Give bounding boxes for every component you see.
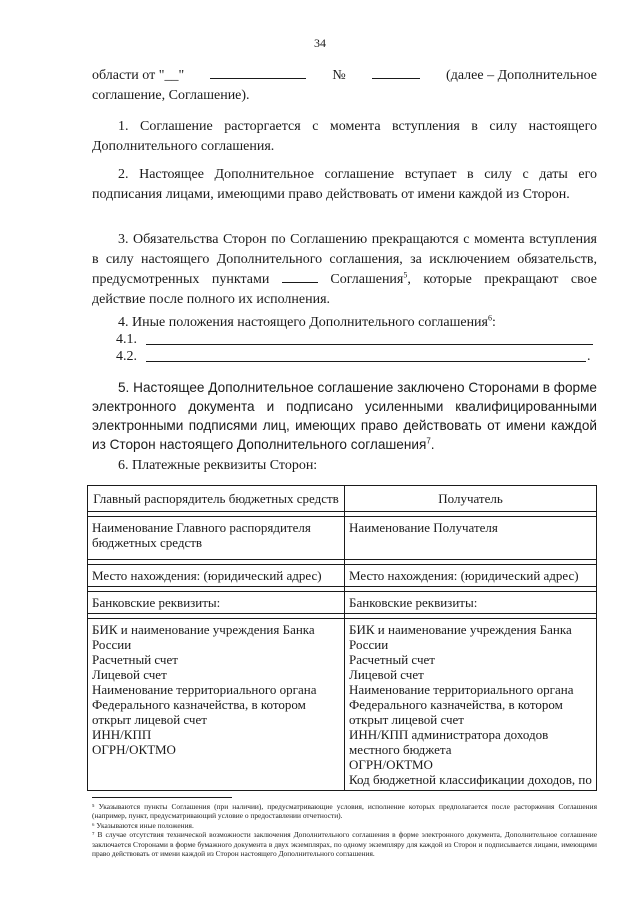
item-3 xyxy=(92,230,597,310)
item-3-text-b: Соглашения xyxy=(330,272,404,287)
item-6: 6. Платежные реквизиты Сторон: xyxy=(118,458,318,473)
item-1: 1. Соглашение расторгается с момента вступления в силу настоящего Дополнительного соглашения. xyxy=(92,119,597,154)
footnote-5: ⁵ Указываются пункты Соглашения (при наличии), предусматривающие условия, исполнение которых предполагается после расторжения Соглашения (например, пункт, предусматривающий условие о предоставлении отчетности). xyxy=(92,802,597,821)
address-left: Место нахождения: (юридический адрес) xyxy=(88,565,345,587)
address-right: Место нахождения: (юридический адрес) xyxy=(345,565,597,587)
item-5-text: 5. Настоящее Дополнительное соглашение заключено Сторонами в форме электронного документа и подписано усиленными квалифицированными электронными подписями лиц, имеющих право действовать от имени каждой из Сторон настоящего Дополнительного соглашения xyxy=(92,380,597,452)
footnote-ref-6: 6 xyxy=(488,313,492,323)
bank-right: Банковские реквизиты: xyxy=(345,592,597,614)
bank-left: Банковские реквизиты: xyxy=(88,592,345,614)
item-4-1-line xyxy=(146,344,593,345)
details-left: БИК и наименование учреждения Банка России Расчетный счет Лицевой счет Наименование территориального органа Федерального казначейства, в котором открыт лицевой счет ИНН/КПП ОГРН/ОКТМО xyxy=(88,619,345,791)
item-4-2-line xyxy=(146,361,586,362)
blank-number xyxy=(372,66,420,79)
details-right: БИК и наименование учреждения Банка России Расчетный счет Лицевой счет Наименование территориального органа Федерального казначейства, в котором открыт лицевой счет ИНН/КПП администратора доходов местного бюджета ОГРН/ОКТМО Код бюджетной классификации доходов, по xyxy=(345,619,597,791)
intro-paragraph xyxy=(92,66,597,106)
header-recipient: Получатель xyxy=(345,486,597,512)
header-chief-manager: Главный распорядитель бюджетных средств xyxy=(88,486,345,512)
item-4-colon: : xyxy=(492,315,496,330)
blank-date xyxy=(210,66,306,79)
item-5 xyxy=(92,378,597,454)
name-left: Наименование Главного распорядителя бюджетных средств xyxy=(88,517,345,560)
item-5-period: . xyxy=(430,437,435,452)
item-4-2-label: 4.2. xyxy=(116,349,137,364)
item-4-text: 4. Иные положения настоящего Дополнительного соглашения xyxy=(118,315,488,330)
intro-text-1: области от "__" xyxy=(92,68,185,83)
item-3-text-c: , которые прекращают свое действие после полного их исполнения. xyxy=(92,272,598,307)
item-2: 2. Настоящее Дополнительное соглашение вступает в силу с даты его подписания лицами, имеющими право действовать от имени каждой из Сторон. xyxy=(92,167,597,202)
intro-text-2: № xyxy=(332,68,346,83)
item-4-1-label: 4.1. xyxy=(116,332,137,347)
item-3-text-a: 3. Обязательства Сторон по Соглашению прекращаются с момента вступления в силу настоящего Дополнительного соглашения, за исключением обязательств, предусмотренных пунктами xyxy=(92,232,597,287)
payment-details-table xyxy=(87,485,597,791)
item-4-2-period: . xyxy=(587,349,591,364)
footnote-separator xyxy=(92,797,232,798)
page-number: 34 xyxy=(314,36,326,50)
footnotes xyxy=(92,802,597,858)
footnote-ref-7: 7 xyxy=(426,436,431,446)
footnote-ref-5: 5 xyxy=(403,270,408,280)
footnote-6: ⁶ Указываются иные положения. xyxy=(92,820,194,830)
footnote-7: ⁷ В случае отсутствия технической возможности заключения Дополнительного соглашения в форме электронного документа, Дополнительное соглашение заключается Сторонами в форме бумажного документа в двух экземплярах, по одному экземпляру для каждой из Сторон и подписывается лицами, имеющими право действовать от имени каждой из Сторон настоящего Дополнительного соглашения. xyxy=(92,830,597,859)
blank-clauses xyxy=(282,270,318,283)
intro-text-3: (далее – Дополнительное xyxy=(446,68,597,83)
item-4 xyxy=(92,313,597,333)
intro-text-4: соглашение, Соглашение). xyxy=(92,88,250,103)
name-right: Наименование Получателя xyxy=(345,517,597,560)
